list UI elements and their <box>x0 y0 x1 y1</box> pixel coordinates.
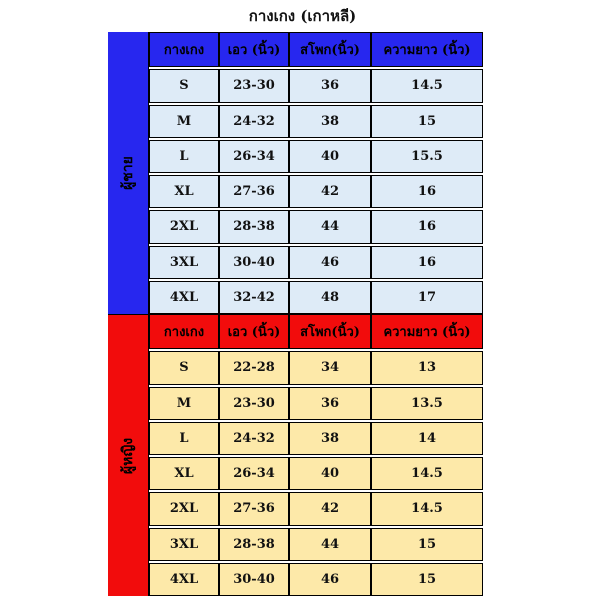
size-cell: 3XL <box>149 528 219 561</box>
waist-cell: 24-32 <box>219 105 289 138</box>
hip-cell: 48 <box>289 281 371 314</box>
length-cell: 15 <box>371 105 483 138</box>
header-length: ความยาว (นิ้ว) <box>371 32 483 67</box>
hip-cell: 46 <box>289 246 371 279</box>
women-header-row <box>149 314 483 349</box>
waist-cell: 22-28 <box>219 351 289 384</box>
length-cell: 13 <box>371 351 483 384</box>
waist-cell: 26-34 <box>219 140 289 173</box>
women-table-row <box>149 526 483 561</box>
men-table-row <box>149 279 483 314</box>
women-table-row <box>149 490 483 525</box>
length-cell: 16 <box>371 246 483 279</box>
waist-cell: 30-40 <box>219 246 289 279</box>
women-table-row <box>149 349 483 384</box>
size-cell: M <box>149 387 219 420</box>
length-cell: 13.5 <box>371 387 483 420</box>
length-cell: 15.5 <box>371 140 483 173</box>
waist-cell: 26-34 <box>219 457 289 490</box>
hip-cell: 40 <box>289 140 371 173</box>
men-header-row <box>149 32 483 67</box>
length-cell: 15 <box>371 563 483 596</box>
header-waist: เอว (นิ้ว) <box>219 32 289 67</box>
length-cell: 16 <box>371 210 483 243</box>
women-size-table <box>149 314 483 596</box>
header-waist: เอว (นิ้ว) <box>219 314 289 349</box>
header-hip: สโพก(นิ้ว) <box>289 32 371 67</box>
waist-cell: 24-32 <box>219 422 289 455</box>
header-size: กางเกง <box>149 314 219 349</box>
size-cell: S <box>149 351 219 384</box>
women-table-row <box>149 385 483 420</box>
hip-cell: 38 <box>289 422 371 455</box>
men-size-table <box>149 32 483 314</box>
women-table-row <box>149 561 483 596</box>
men-table-row <box>149 138 483 173</box>
length-cell: 17 <box>371 281 483 314</box>
waist-cell: 27-36 <box>219 175 289 208</box>
header-length: ความยาว (นิ้ว) <box>371 314 483 349</box>
size-cell: 2XL <box>149 210 219 243</box>
men-label: ผู้ชาย <box>120 156 136 190</box>
length-cell: 14.5 <box>371 492 483 525</box>
length-cell: 14.5 <box>371 69 483 102</box>
waist-cell: 32-42 <box>219 281 289 314</box>
men-table-row <box>149 208 483 243</box>
hip-cell: 46 <box>289 563 371 596</box>
waist-cell: 27-36 <box>219 492 289 525</box>
size-cell: XL <box>149 457 219 490</box>
chart-title: กางเกง (เกาหลี) <box>248 7 357 25</box>
size-cell: L <box>149 422 219 455</box>
length-cell: 16 <box>371 175 483 208</box>
hip-cell: 44 <box>289 210 371 243</box>
women-label: ผู้หญิง <box>120 437 136 474</box>
women-table-row <box>149 420 483 455</box>
hip-cell: 36 <box>289 387 371 420</box>
men-table-row <box>149 244 483 279</box>
length-cell: 14 <box>371 422 483 455</box>
size-cell: 2XL <box>149 492 219 525</box>
size-cell: M <box>149 105 219 138</box>
length-cell: 15 <box>371 528 483 561</box>
size-cell: 3XL <box>149 246 219 279</box>
waist-cell: 28-38 <box>219 210 289 243</box>
hip-cell: 44 <box>289 528 371 561</box>
women-section-label <box>108 314 149 596</box>
waist-cell: 28-38 <box>219 528 289 561</box>
hip-cell: 34 <box>289 351 371 384</box>
waist-cell: 23-30 <box>219 387 289 420</box>
size-cell: S <box>149 69 219 102</box>
hip-cell: 40 <box>289 457 371 490</box>
size-cell: 4XL <box>149 563 219 596</box>
hip-cell: 42 <box>289 492 371 525</box>
waist-cell: 30-40 <box>219 563 289 596</box>
waist-cell: 23-30 <box>219 69 289 102</box>
hip-cell: 38 <box>289 105 371 138</box>
men-table-row <box>149 103 483 138</box>
size-cell: 4XL <box>149 281 219 314</box>
size-cell: XL <box>149 175 219 208</box>
header-hip: สโพก(นิ้ว) <box>289 314 371 349</box>
men-table-row <box>149 173 483 208</box>
women-table-row <box>149 455 483 490</box>
men-table-row <box>149 67 483 102</box>
hip-cell: 42 <box>289 175 371 208</box>
header-size: กางเกง <box>149 32 219 67</box>
length-cell: 14.5 <box>371 457 483 490</box>
men-section-label <box>108 32 149 314</box>
hip-cell: 36 <box>289 69 371 102</box>
size-cell: L <box>149 140 219 173</box>
